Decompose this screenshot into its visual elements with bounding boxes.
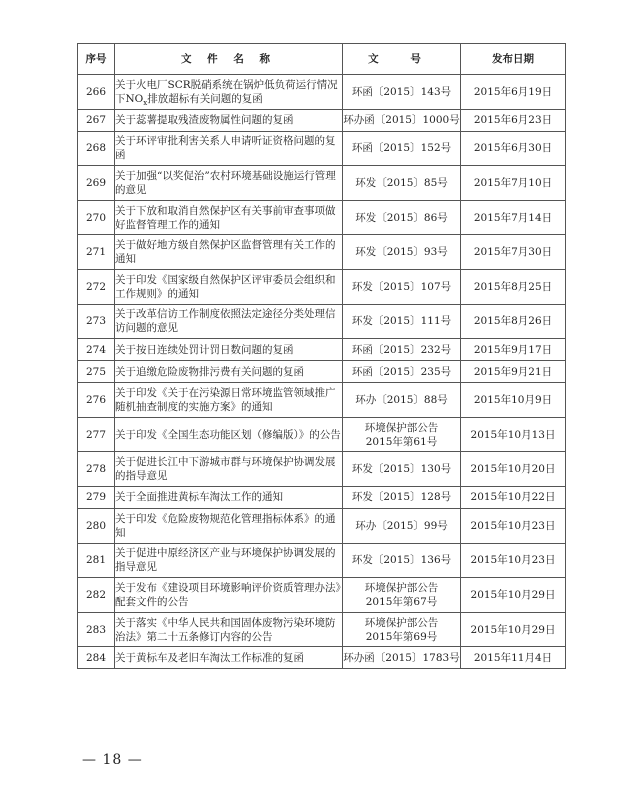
row-seq: 267 xyxy=(78,109,115,131)
table-row xyxy=(78,452,566,487)
row-title: 关于促进长江中下游城市群与环境保护协调发展的指导意见 xyxy=(115,452,343,487)
table-header-row xyxy=(78,44,566,75)
row-date: 2015年10月22日 xyxy=(461,486,566,508)
row-title: 关于促进中原经济区产业与环境保护协调发展的指导意见 xyxy=(115,543,343,578)
table-row xyxy=(78,200,566,235)
row-title: 关于火电厂SCR脱硝系统在锅炉低负荷运行情况下$NO_x$排放超标有关问题的复函 xyxy=(115,75,343,110)
table-row xyxy=(78,304,566,339)
row-title: 关于印发《危险废物规范化管理指标体系》的通知 xyxy=(115,508,343,543)
row-seq: 270 xyxy=(78,200,115,235)
row-title: 关于发布《建设项目环境影响评价资质管理办法》配套文件的公告 xyxy=(115,578,343,613)
table-row xyxy=(78,269,566,304)
row-seq: 284 xyxy=(78,647,115,669)
row-date: 2015年8月26日 xyxy=(461,304,566,339)
row-doc-number: 环发〔2015〕107号 xyxy=(343,269,461,304)
row-date: 2015年6月19日 xyxy=(461,75,566,110)
table-row xyxy=(78,75,566,110)
table-row xyxy=(78,508,566,543)
row-seq: 278 xyxy=(78,452,115,487)
row-doc-number: 环函〔2015〕152号 xyxy=(343,131,461,166)
row-title: 关于下放和取消自然保护区有关事前审查事项做好监督管理工作的通知 xyxy=(115,200,343,235)
row-date: 2015年6月23日 xyxy=(461,109,566,131)
row-doc-number: 环境保护部公告 2015年第61号 xyxy=(343,417,461,452)
row-doc-number: 环办函〔2015〕1000号 xyxy=(343,109,461,131)
row-seq: 279 xyxy=(78,486,115,508)
row-doc-number: 环发〔2015〕86号 xyxy=(343,200,461,235)
table-row xyxy=(78,166,566,201)
row-seq: 268 xyxy=(78,131,115,166)
header-seq: 序号 xyxy=(78,44,115,75)
row-seq: 277 xyxy=(78,417,115,452)
row-date: 2015年10月29日 xyxy=(461,578,566,613)
row-doc-number: 环发〔2015〕93号 xyxy=(343,235,461,270)
table-row xyxy=(78,131,566,166)
row-seq: 282 xyxy=(78,578,115,613)
document-table xyxy=(77,43,566,669)
table-row xyxy=(78,339,566,361)
row-title: 关于全面推进黄标车淘汰工作的通知 xyxy=(115,486,343,508)
row-doc-number: 环函〔2015〕143号 xyxy=(343,75,461,110)
table-row xyxy=(78,486,566,508)
row-date: 2015年10月29日 xyxy=(461,612,566,647)
row-seq: 276 xyxy=(78,383,115,418)
table-row xyxy=(78,235,566,270)
row-seq: 269 xyxy=(78,166,115,201)
row-title: 关于做好地方级自然保护区监督管理有关工作的通知 xyxy=(115,235,343,270)
row-seq: 274 xyxy=(78,339,115,361)
row-doc-number: 环境保护部公告 2015年第69号 xyxy=(343,612,461,647)
row-doc-number: 环发〔2015〕136号 xyxy=(343,543,461,578)
row-title: 关于改革信访工作制度依照法定途径分类处理信访问题的意见 xyxy=(115,304,343,339)
row-doc-number: 环发〔2015〕128号 xyxy=(343,486,461,508)
row-date: 2015年10月23日 xyxy=(461,508,566,543)
row-title: 关于加强“以奖促治”农村环境基础设施运行管理的意见 xyxy=(115,166,343,201)
row-date: 2015年10月20日 xyxy=(461,452,566,487)
row-doc-number: 环办〔2015〕88号 xyxy=(343,383,461,418)
row-seq: 275 xyxy=(78,361,115,383)
row-seq: 273 xyxy=(78,304,115,339)
row-doc-number: 环发〔2015〕130号 xyxy=(343,452,461,487)
row-seq: 280 xyxy=(78,508,115,543)
row-title: 关于按日连续处罚计罚日数问题的复函 xyxy=(115,339,343,361)
row-title: 关于黄标车及老旧车淘汰工作标准的复函 xyxy=(115,647,343,669)
table-row xyxy=(78,543,566,578)
table-row xyxy=(78,109,566,131)
row-date: 2015年10月23日 xyxy=(461,543,566,578)
header-file-name: 文 件 名 称 xyxy=(115,44,343,75)
row-title: 关于印发《全国生态功能区划（修编版）》的公告 xyxy=(115,417,343,452)
row-seq: 283 xyxy=(78,612,115,647)
row-title: 关于环评审批利害关系人申请听证资格问题的复函 xyxy=(115,131,343,166)
row-doc-number: 环境保护部公告 2015年第67号 xyxy=(343,578,461,613)
header-doc-number: 文 号 xyxy=(343,44,461,75)
row-seq: 266 xyxy=(78,75,115,110)
row-title: 关于蕊薯提取残渣废物属性问题的复函 xyxy=(115,109,343,131)
table-row xyxy=(78,361,566,383)
row-doc-number: 环发〔2015〕85号 xyxy=(343,166,461,201)
row-date: 2015年9月17日 xyxy=(461,339,566,361)
row-seq: 272 xyxy=(78,269,115,304)
table-row xyxy=(78,612,566,647)
row-date: 2015年10月13日 xyxy=(461,417,566,452)
row-date: 2015年6月30日 xyxy=(461,131,566,166)
row-doc-number: 环办〔2015〕99号 xyxy=(343,508,461,543)
row-seq: 271 xyxy=(78,235,115,270)
row-date: 2015年10月9日 xyxy=(461,383,566,418)
row-date: 2015年11月4日 xyxy=(461,647,566,669)
table-row xyxy=(78,383,566,418)
row-title: 关于追缴危险废物排污费有关问题的复函 xyxy=(115,361,343,383)
row-date: 2015年8月25日 xyxy=(461,269,566,304)
row-date: 2015年7月30日 xyxy=(461,235,566,270)
table-row xyxy=(78,647,566,669)
row-doc-number: 环发〔2015〕111号 xyxy=(343,304,461,339)
header-publish-date: 发布日期 xyxy=(461,44,566,75)
row-doc-number: 环函〔2015〕235号 xyxy=(343,361,461,383)
table-row xyxy=(78,417,566,452)
row-date: 2015年7月10日 xyxy=(461,166,566,201)
row-date: 2015年9月21日 xyxy=(461,361,566,383)
row-doc-number: 环函〔2015〕232号 xyxy=(343,339,461,361)
row-seq: 281 xyxy=(78,543,115,578)
row-doc-number: 环办函〔2015〕1783号 xyxy=(343,647,461,669)
row-date: 2015年7月14日 xyxy=(461,200,566,235)
row-title: 关于印发《国家级自然保护区评审委员会组织和工作规则》的通知 xyxy=(115,269,343,304)
table-row xyxy=(78,578,566,613)
row-title: 关于落实《中华人民共和国固体废物污染环境防治法》第二十五条修订内容的公告 xyxy=(115,612,343,647)
page-number: — 18 — xyxy=(82,752,143,768)
row-title: 关于印发《关于在污染源日常环境监管领域推广随机抽查制度的实施方案》的通知 xyxy=(115,383,343,418)
